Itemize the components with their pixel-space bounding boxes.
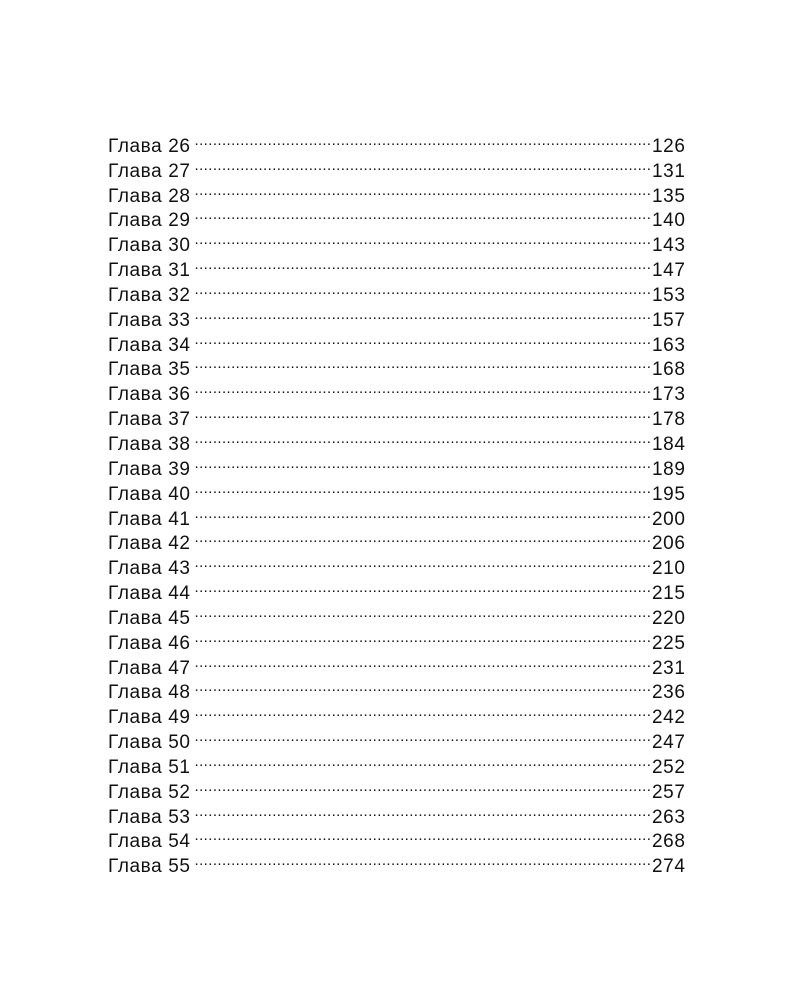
page-number: 263 <box>652 806 686 828</box>
dot-leader <box>195 847 651 872</box>
toc-entry <box>108 823 694 853</box>
toc-entry <box>108 475 694 505</box>
toc-entry <box>108 425 694 455</box>
toc-entry <box>108 301 694 331</box>
dot-leader <box>195 574 651 599</box>
dot-leader <box>195 450 651 475</box>
dot-leader <box>195 823 651 848</box>
page-number: 143 <box>652 235 686 257</box>
dot-leader <box>195 624 651 649</box>
toc-entry <box>108 226 694 257</box>
page-number: 147 <box>652 260 686 282</box>
chapter-title: Глава 43 <box>108 558 191 580</box>
page-number: 178 <box>652 409 686 431</box>
toc-entry <box>108 152 694 182</box>
page-number: 153 <box>652 284 686 306</box>
page-number: 236 <box>652 682 686 704</box>
dot-leader <box>195 500 651 525</box>
toc-entry <box>108 549 694 580</box>
dot-leader <box>195 674 651 699</box>
toc-entry <box>108 251 694 282</box>
chapter-title: Глава 53 <box>108 806 191 828</box>
dot-leader <box>195 326 651 351</box>
table-of-contents <box>108 127 694 878</box>
dot-leader <box>195 723 651 748</box>
page-number: 210 <box>652 558 686 580</box>
dot-leader <box>195 251 651 276</box>
toc-entry <box>108 599 694 629</box>
toc-entry <box>108 847 694 878</box>
chapter-title: Глава 33 <box>108 309 191 331</box>
page-number: 225 <box>652 632 686 654</box>
chapter-title: Глава 50 <box>108 732 191 754</box>
chapter-title: Глава 38 <box>108 433 191 455</box>
dot-leader <box>195 127 651 152</box>
page-number: 131 <box>652 160 686 182</box>
chapter-title: Глава 35 <box>108 359 191 381</box>
chapter-title: Глава 28 <box>108 185 191 207</box>
page-number: 206 <box>652 533 686 555</box>
chapter-title: Глава 29 <box>108 210 191 232</box>
chapter-title: Глава 30 <box>108 235 191 257</box>
dot-leader <box>195 202 651 227</box>
page-number: 157 <box>652 309 686 331</box>
chapter-title: Глава 52 <box>108 781 191 803</box>
page-number: 242 <box>652 707 686 729</box>
chapter-title: Глава 39 <box>108 458 191 480</box>
chapter-title: Глава 26 <box>108 135 191 157</box>
page-number: 247 <box>652 732 686 754</box>
page-number: 200 <box>652 508 686 530</box>
chapter-title: Глава 49 <box>108 707 191 729</box>
page-number: 140 <box>652 210 686 232</box>
page-number: 135 <box>652 185 686 207</box>
page-number: 126 <box>652 135 686 157</box>
page-number: 274 <box>652 856 686 878</box>
toc-entry <box>108 276 694 306</box>
page-number: 231 <box>652 657 686 679</box>
chapter-title: Глава 37 <box>108 409 191 431</box>
dot-leader <box>195 748 651 773</box>
toc-entry <box>108 624 694 654</box>
chapter-title: Глава 36 <box>108 384 191 406</box>
dot-leader <box>195 301 651 326</box>
chapter-title: Глава 42 <box>108 533 191 555</box>
dot-leader <box>195 425 651 450</box>
toc-entry <box>108 773 694 803</box>
toc-entry <box>108 177 694 207</box>
dot-leader <box>195 276 651 301</box>
dot-leader <box>195 375 651 400</box>
toc-entry <box>108 525 694 555</box>
page-number: 257 <box>652 781 686 803</box>
toc-entry <box>108 450 694 480</box>
chapter-title: Глава 51 <box>108 756 191 778</box>
toc-entry <box>108 351 694 381</box>
toc-entry <box>108 698 694 729</box>
page-number: 163 <box>652 334 686 356</box>
chapter-title: Глава 45 <box>108 607 191 629</box>
chapter-title: Глава 46 <box>108 632 191 654</box>
chapter-title: Глава 48 <box>108 682 191 704</box>
dot-leader <box>195 798 651 823</box>
chapter-title: Глава 34 <box>108 334 191 356</box>
dot-leader <box>195 525 651 550</box>
page-number: 195 <box>652 483 686 505</box>
chapter-title: Глава 55 <box>108 856 191 878</box>
page-number: 215 <box>652 583 686 605</box>
toc-entry <box>108 375 694 406</box>
dot-leader <box>195 698 651 723</box>
toc-entry <box>108 723 694 754</box>
page-number: 168 <box>652 359 686 381</box>
toc-entry <box>108 326 694 356</box>
chapter-title: Глава 40 <box>108 483 191 505</box>
chapter-title: Глава 41 <box>108 508 191 530</box>
page-number: 173 <box>652 384 686 406</box>
dot-leader <box>195 475 651 500</box>
toc-entry <box>108 400 694 431</box>
toc-entry <box>108 127 694 157</box>
dot-leader <box>195 351 651 376</box>
page-number: 220 <box>652 607 686 629</box>
dot-leader <box>195 400 651 425</box>
toc-entry <box>108 674 694 704</box>
page-number: 189 <box>652 458 686 480</box>
toc-entry <box>108 649 694 679</box>
chapter-title: Глава 27 <box>108 160 191 182</box>
chapter-title: Глава 31 <box>108 260 191 282</box>
page-number: 268 <box>652 831 686 853</box>
dot-leader <box>195 226 651 251</box>
toc-entry <box>108 500 694 530</box>
toc-entry <box>108 798 694 828</box>
dot-leader <box>195 773 651 798</box>
chapter-title: Глава 47 <box>108 657 191 679</box>
chapter-title: Глава 44 <box>108 583 191 605</box>
dot-leader <box>195 549 651 574</box>
toc-entry <box>108 202 694 232</box>
chapter-title: Глава 32 <box>108 284 191 306</box>
dot-leader <box>195 599 651 624</box>
toc-entry <box>108 748 694 778</box>
dot-leader <box>195 177 651 202</box>
dot-leader <box>195 152 651 177</box>
toc-entry <box>108 574 694 605</box>
page-number: 252 <box>652 756 686 778</box>
dot-leader <box>195 649 651 674</box>
page-number: 184 <box>652 433 686 455</box>
chapter-title: Глава 54 <box>108 831 191 853</box>
